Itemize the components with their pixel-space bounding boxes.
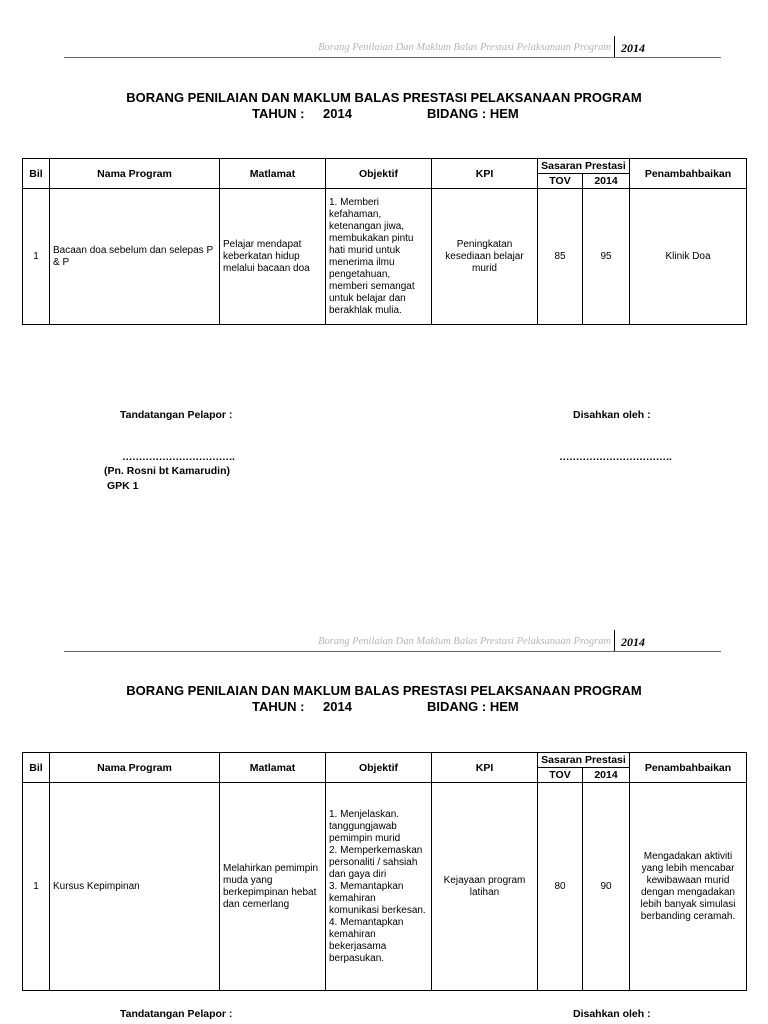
cell-target: 90 [583, 783, 630, 991]
cell-bil: 1 [23, 189, 50, 325]
disahkan-label: Disahkan oleh : [573, 409, 651, 421]
col-kpi: KPI [432, 753, 538, 783]
cell-nama-program: Kursus Kepimpinan [50, 783, 220, 991]
disahkan-signature-line: ……………………………. [559, 451, 672, 463]
disahkan-label: Disahkan oleh : [573, 1008, 651, 1020]
pelapor-label: Tandatangan Pelapor : [120, 1008, 233, 1020]
cell-kpi: Peningkatan kesediaan belajar murid [432, 189, 538, 325]
bidang-label: BIDANG : HEM [427, 699, 519, 714]
cell-matlamat: Pelajar mendapat keberkatan hidup melalui bacaan doa [220, 189, 326, 325]
col-year: 2014 [583, 768, 630, 783]
cell-tov: 80 [538, 783, 583, 991]
header-year: 2014 [621, 635, 645, 649]
cell-bil: 1 [23, 783, 50, 991]
col-bil: Bil [23, 753, 50, 783]
page-header [64, 34, 721, 64]
table-row [23, 189, 747, 325]
cell-tov: 85 [538, 189, 583, 325]
page-header [64, 628, 721, 658]
header-divider [614, 36, 615, 58]
col-tov: TOV [538, 768, 583, 783]
col-nama-program: Nama Program [50, 753, 220, 783]
col-objektif: Objektif [326, 753, 432, 783]
pelapor-position: GPK 1 [107, 480, 139, 492]
cell-kpi: Kejayaan program latihan [432, 783, 538, 991]
pelapor-name: (Pn. Rosni bt Kamarudin) [104, 465, 230, 477]
col-penambahbaikan: Penambahbaikan [630, 753, 747, 783]
header-year: 2014 [621, 41, 645, 55]
col-kpi: KPI [432, 159, 538, 189]
tahun-label: TAHUN : [252, 106, 305, 121]
tahun-label: TAHUN : [252, 699, 305, 714]
tahun-value: 2014 [323, 699, 352, 714]
header-rule [64, 651, 721, 652]
tahun-value: 2014 [323, 106, 352, 121]
header-divider [614, 630, 615, 652]
cell-objektif: 1. Memberi kefahaman, ketenangan jiwa, membukakan pintu hati murid untuk menerima ilmu pengetahuan, memberi semangat untuk belajar dan berakhlak mulia. [326, 189, 432, 325]
cell-penambahbaikan: Mengadakan aktiviti yang lebih mencabar kewibawaan murid dengan mengadakan lebih banyak simulasi berbanding ceramah. [630, 783, 747, 991]
running-header-text: Borang Penilaian Dan Maklum Balas Prestasi Pelaksanaan Program [318, 42, 611, 53]
col-sasaran-prestasi: Sasaran Prestasi [538, 753, 630, 768]
col-nama-program: Nama Program [50, 159, 220, 189]
col-matlamat: Matlamat [220, 753, 326, 783]
program-table [22, 158, 747, 325]
running-header-text: Borang Penilaian Dan Maklum Balas Prestasi Pelaksanaan Program [318, 636, 611, 647]
col-sasaran-prestasi: Sasaran Prestasi [538, 159, 630, 174]
col-penambahbaikan: Penambahbaikan [630, 159, 747, 189]
col-objektif: Objektif [326, 159, 432, 189]
pelapor-signature-line: ……………………………. [122, 451, 235, 463]
form-title: BORANG PENILAIAN DAN MAKLUM BALAS PRESTASI PELAKSANAAN PROGRAM [126, 683, 642, 698]
col-year: 2014 [583, 174, 630, 189]
program-table [22, 752, 747, 991]
form-title: BORANG PENILAIAN DAN MAKLUM BALAS PRESTASI PELAKSANAAN PROGRAM [126, 90, 642, 105]
header-rule [64, 57, 721, 58]
bidang-label: BIDANG : HEM [427, 106, 519, 121]
col-tov: TOV [538, 174, 583, 189]
table-row [23, 783, 747, 991]
cell-matlamat: Melahirkan pemimpin muda yang berkepimpinan hebat dan cemerlang [220, 783, 326, 991]
cell-penambahbaikan: Klinik Doa [630, 189, 747, 325]
cell-nama-program: Bacaan doa sebelum dan selepas P & P [50, 189, 220, 325]
cell-target: 95 [583, 189, 630, 325]
col-matlamat: Matlamat [220, 159, 326, 189]
col-bil: Bil [23, 159, 50, 189]
pelapor-label: Tandatangan Pelapor : [120, 409, 233, 421]
cell-objektif: 1. Menjelaskan. tanggungjawab pemimpin murid 2. Memperkemaskan personaliti / sahsiah dan gaya diri 3. Memantapkan kemahiran komunikasi berkesan. 4. Memantapkan kemahiran bekerjasama berpasukan. [326, 783, 432, 991]
